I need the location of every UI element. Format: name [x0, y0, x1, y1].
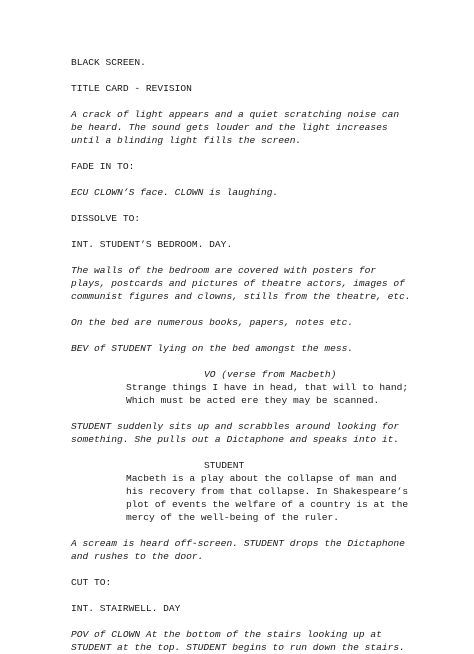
- action-bev-student: [71, 342, 444, 355]
- text-line: STUDENT suddenly sits up and scrabbles around looking for: [71, 421, 400, 432]
- text-line: The walls of the bedroom are covered with posters for: [71, 265, 377, 276]
- title-card-line: [71, 82, 444, 95]
- text-line: TITLE CARD - REVISION: [71, 83, 192, 94]
- text-line: FADE IN TO:: [71, 161, 135, 172]
- dialogue-line: Which must be acted ere they may be scanned.: [126, 395, 380, 406]
- text-line: A scream is heard off-screen. STUDENT drops the Dictaphone: [71, 538, 405, 549]
- transition-dissolve: [71, 212, 444, 225]
- action-paragraph-pov-clown: [71, 628, 444, 654]
- scene-heading-bedroom: [71, 238, 444, 251]
- dialogue-line: his recovery from that collapse. In Shakespeare’s: [126, 486, 409, 497]
- text-line: STUDENT at the top. STUDENT begins to run down the stairs.: [71, 642, 405, 653]
- text-line: and rushes to the door.: [71, 551, 204, 562]
- text-line: ECU CLOWN’S face. CLOWN is laughing.: [71, 187, 279, 198]
- transition-fade-in: [71, 160, 444, 173]
- scene-heading-stairwell: [71, 602, 444, 615]
- text-line: until a blinding light fills the screen.: [71, 135, 302, 146]
- action-paragraph-scream: [71, 537, 444, 563]
- text-line: BEV of STUDENT lying on the bed amongst the mess.: [71, 343, 354, 354]
- scene-direction-black-screen: [71, 56, 444, 69]
- dialogue-line: Macbeth is a play about the collapse of man and: [126, 473, 397, 484]
- text-line: POV of CLOWN At the bottom of the stairs looking up at: [71, 629, 382, 640]
- text-line: A crack of light appears and a quiet scratching noise can: [71, 109, 400, 120]
- text-line: INT. STAIRWELL. DAY: [71, 603, 181, 614]
- text-line: be heard. The sound gets louder and the light increases: [71, 122, 388, 133]
- text-line: communist figures and clowns, stills from the theatre, etc.: [71, 291, 411, 302]
- action-paragraph-bedroom-walls: [71, 264, 444, 303]
- dialogue-line: mercy of the well-being of the ruler.: [126, 512, 340, 523]
- action-clown-face: [71, 186, 444, 199]
- action-paragraph-crack-of-light: [71, 108, 444, 147]
- text-line: INT. STUDENT’S BEDROOM. DAY.: [71, 239, 233, 250]
- transition-cut-to: [71, 576, 444, 589]
- action-bed-books: [71, 316, 444, 329]
- text-line: something. She pulls out a Dictaphone and speaks into it.: [71, 434, 400, 445]
- dialogue-student: [71, 459, 444, 524]
- action-paragraph-student-sits-up: [71, 420, 444, 446]
- text-line: BLACK SCREEN.: [71, 57, 146, 68]
- character-cue-student: STUDENT: [204, 460, 245, 471]
- dialogue-line: plot of events the welfare of a country is at the: [126, 499, 409, 510]
- dialogue-vo-macbeth: [71, 368, 444, 407]
- text-line: On the bed are numerous books, papers, notes etc.: [71, 317, 354, 328]
- text-line: plays, postcards and pictures of theatre actors, images of: [71, 278, 405, 289]
- text-line: CUT TO:: [71, 577, 112, 588]
- text-line: DISSOLVE TO:: [71, 213, 141, 224]
- character-cue-vo: VO (verse from Macbeth): [204, 369, 337, 380]
- dialogue-line: Strange things I have in head, that will to hand;: [126, 382, 409, 393]
